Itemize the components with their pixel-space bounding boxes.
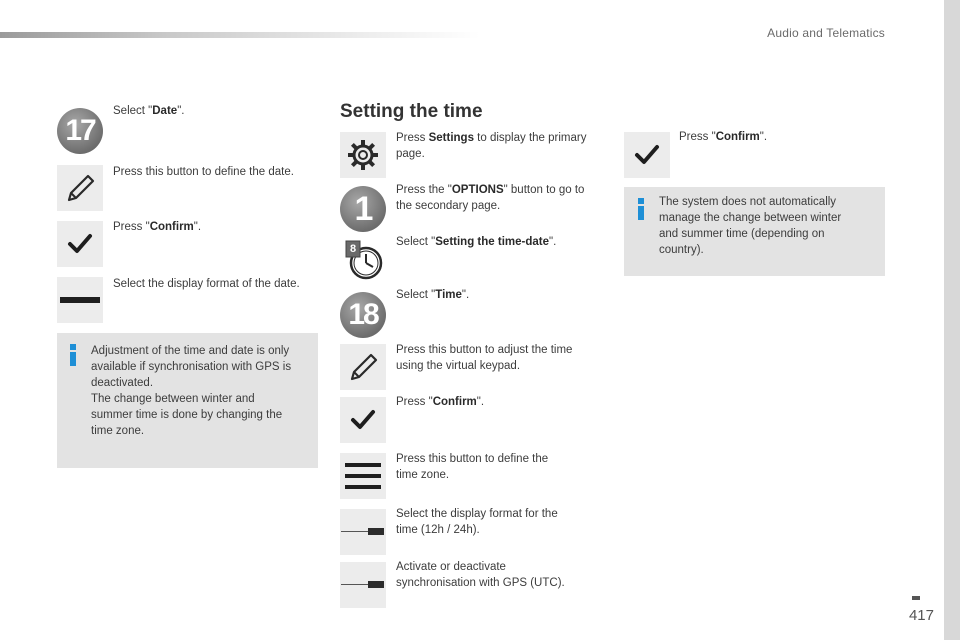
- mid-step-time-zone: Press this button to define the time zone.: [396, 453, 549, 481]
- step-badge-18: 18: [340, 292, 386, 338]
- gps-sync-toggle[interactable]: [340, 562, 386, 608]
- mid-step-time-format: Select the display format for the time (12h / 24h).: [396, 508, 558, 536]
- menu-lines-icon: [344, 460, 382, 492]
- mid-step-gps-sync: Activate or deactivate synchronisation with GPS (UTC).: [396, 561, 565, 589]
- display-format-icon: [60, 297, 100, 303]
- checkmark-icon: [67, 231, 93, 257]
- mid-step-settings: Press Settings to display the primary page.: [396, 132, 587, 160]
- left-step-select-date: Select "Date".: [113, 105, 185, 117]
- mid-step-select-time: Select "Time".: [396, 289, 470, 301]
- right-step-confirm: Press "Confirm".: [679, 131, 768, 143]
- pencil-icon: [63, 171, 97, 205]
- date-format-button[interactable]: [57, 277, 103, 323]
- step-badge-1: 1: [340, 186, 386, 232]
- page-number: 417: [908, 607, 934, 624]
- pencil-button[interactable]: [57, 165, 103, 211]
- left-step-date-format: Select the display format of the date.: [113, 278, 300, 290]
- checkmark-icon: [634, 142, 660, 168]
- left-note-text: Adjustment of the time and date is only available if synchronisation with GPS is deactivated. The change between winter and summer time is done by changing the time zone.: [91, 345, 292, 437]
- time-zone-button[interactable]: [340, 453, 386, 499]
- mid-step-time-date: Select "Setting the time-date".: [396, 236, 557, 248]
- left-info-note: [57, 333, 318, 468]
- header-title: Audio and Telematics: [767, 26, 885, 40]
- page-marker: [912, 596, 920, 600]
- confirm-button-middle[interactable]: [340, 397, 386, 443]
- clock-badge-number: 8: [349, 243, 357, 255]
- gear-icon: [347, 139, 379, 171]
- pencil-icon: [346, 350, 380, 384]
- page-edge-strip: [944, 0, 960, 640]
- toggle-line-icon: [341, 527, 385, 537]
- time-date-setting-button[interactable]: [342, 238, 386, 282]
- confirm-button-left[interactable]: [57, 221, 103, 267]
- left-step-confirm: Press "Confirm".: [113, 221, 202, 233]
- right-note-text: The system does not automatically manage the change between winter and summer time (depending on country).: [659, 196, 842, 256]
- step-badge-17: 17: [57, 108, 103, 154]
- left-step-define-date: Press this button to define the date.: [113, 166, 294, 178]
- mid-step-confirm: Press "Confirm".: [396, 396, 485, 408]
- time-keypad-button[interactable]: [340, 344, 386, 390]
- confirm-button-right[interactable]: [624, 132, 670, 178]
- section-title: Setting the time: [340, 101, 483, 122]
- mid-step-adjust-time: Press this button to adjust the time using the virtual keypad.: [396, 344, 573, 372]
- right-info-note: [624, 187, 885, 276]
- time-format-toggle[interactable]: [340, 509, 386, 555]
- settings-button[interactable]: [340, 132, 386, 178]
- mid-step-options: Press the "OPTIONS" button to go to the secondary page.: [396, 184, 585, 212]
- checkmark-icon: [350, 407, 376, 433]
- toggle-line-icon: [341, 580, 385, 590]
- header-gradient-bar: [0, 32, 480, 38]
